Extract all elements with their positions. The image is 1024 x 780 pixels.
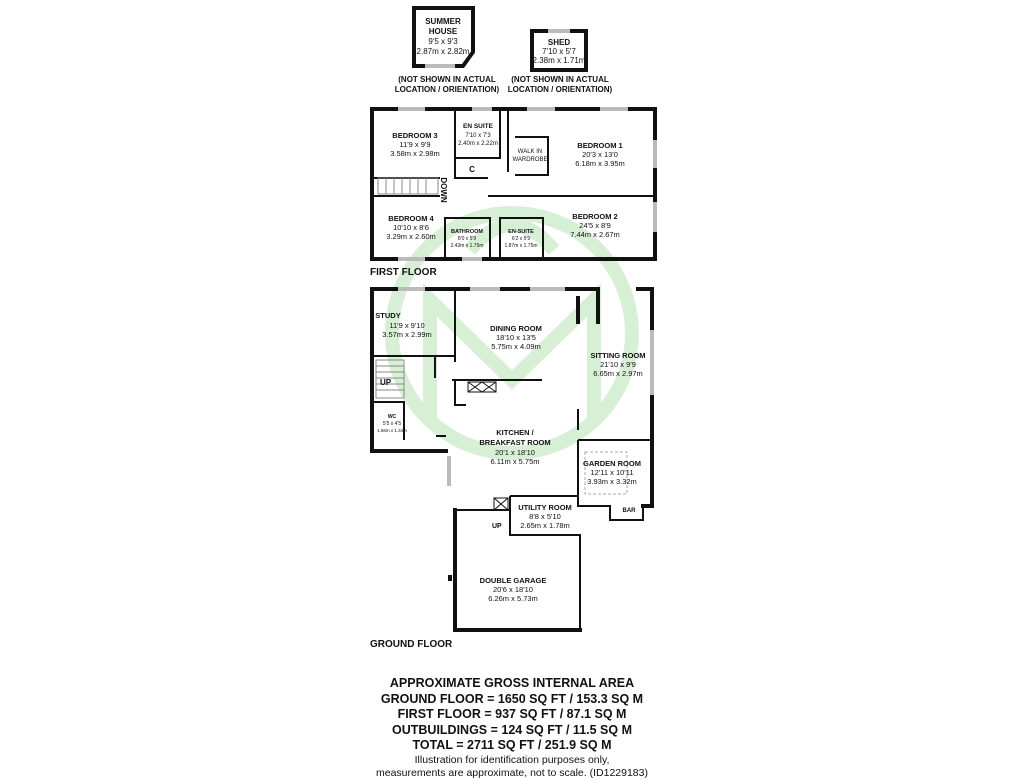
en-suite2-dim-imperial: 6'2 x 5'9 [511,236,531,242]
area-first-floor: FIRST FLOOR = 937 SQ FT / 87.1 SQ M [397,707,627,721]
disclaimer-line-1: Illustration for identification purposes only, [414,753,610,766]
disclaimer-line-2: measurements are approximate, not to scale. (ID1229183) [376,766,648,779]
first-floor-label: FIRST FLOOR [370,267,437,278]
en-suite-dim-metric: 2.40m x 2.22m [458,141,498,147]
shed-note-1: (NOT SHOWN IN ACTUAL [511,75,609,84]
bathroom-dim-imperial: 8'0 x 5'9 [457,236,477,242]
area-title: APPROXIMATE GROSS INTERNAL AREA [389,676,635,690]
bedroom3-dim-imperial: 11'9 x 9'9 [399,140,431,149]
sitting-dim-imperial: 21'10 x 9'9 [600,360,636,369]
bathroom-dim-metric: 2.43m x 1.75m [450,243,484,249]
bedroom3-dim-metric: 3.58m x 2.98m [390,149,440,158]
utility-name: UTILITY ROOM [518,503,572,512]
utility-dim-imperial: 8'8 x 5'10 [529,512,561,521]
bedroom2-dim-imperial: 24'5 x 8'9 [579,221,611,230]
area-ground-floor: GROUND FLOOR = 1650 SQ FT / 153.3 SQ M [380,691,644,706]
shed [532,31,586,70]
sitting-name: SITTING ROOM [590,351,646,360]
bar-label: BAR [622,508,636,514]
first-floor [372,109,655,259]
shed-dim-metric: 2.38m x 1.71m [532,56,586,65]
summer-house-dim-metric: 2.87m x 2.82m [416,47,470,56]
bedroom4-dim-metric: 3.29m x 2.60m [386,232,436,241]
sink-icon [494,498,508,510]
study-name: STUDY [375,311,401,320]
garage-dim-metric: 6.26m x 5.73m [488,594,538,603]
shed-dim-imperial: 7'10 x 5'7 [542,47,576,56]
bedroom1-dim-metric: 6.18m x 3.95m [575,159,625,168]
kitchen-name-2: BREAKFAST ROOM [479,438,551,447]
study-dim-metric: 3.57m x 2.99m [382,330,432,339]
bedroom3-name: BEDROOM 3 [392,131,438,140]
walk-in-name-2: WARDROBE [512,157,548,163]
en-suite-name: EN SUITE [463,123,493,130]
walk-in-name-1: WALK IN [517,149,543,155]
dining-dim-imperial: 18'10 x 13'5 [496,333,536,342]
first-floor-stairs [378,178,438,194]
bedroom1-dim-imperial: 20'3 x 13'0 [582,150,618,159]
utility-up-label: UP [492,523,502,530]
summer-house-note-1: (NOT SHOWN IN ACTUAL [398,75,496,84]
kitchen-name-1: KITCHEN / [496,428,534,437]
kitchen-dim-imperial: 20'1 x 18'10 [495,448,535,457]
wc-dim-metric: 1.66m x 1.34m [377,428,407,433]
bedroom2-name: BEDROOM 2 [572,212,618,221]
summer-house-name-1: SUMMER [425,17,461,26]
garden-name: GARDEN ROOM [583,459,641,468]
wc-name: WC [387,414,397,420]
ground-floor-up-label: UP [380,378,392,387]
garden-dim-imperial: 12'11 x 10'11 [590,468,634,477]
en-suite2-name: EN-SUITE [508,229,534,235]
utility-dim-metric: 2.65m x 1.78m [520,521,570,530]
garden-dim-metric: 3.93m x 3.32m [587,477,637,486]
dining-dim-metric: 5.75m x 4.09m [491,342,541,351]
garage-dim-imperial: 20'6 x 18'10 [493,585,533,594]
shed-name: SHED [547,38,571,47]
en-suite-dim-imperial: 7'10 x 7'3 [465,133,491,139]
area-total: TOTAL = 2711 SQ FT / 251.9 SQ M [412,738,612,752]
en-suite2-dim-metric: 1.87m x 1.75m [504,243,538,249]
wc-dim-imperial: 5'5 x 4'5 [382,421,402,427]
ground-floor-label: GROUND FLOOR [370,639,453,650]
summer-house-name-2: HOUSE [428,27,458,36]
bathroom-name: BATHROOM [451,229,483,235]
shed-note-2: LOCATION / ORIENTATION) [507,85,613,94]
dining-name: DINING ROOM [490,324,542,333]
bedroom4-name: BEDROOM 4 [388,214,434,223]
cupboard-label: C [469,165,475,174]
sitting-dim-metric: 6.65m x 2.97m [593,369,643,378]
area-outbuildings: OUTBUILDINGS = 124 SQ FT / 11.5 SQ M [392,722,632,737]
summer-house-note-2: LOCATION / ORIENTATION) [394,85,500,94]
hob-icon [468,382,496,392]
garage-name: DOUBLE GARAGE [479,576,547,585]
ground-floor [372,289,652,630]
area-summary [312,676,712,780]
bedroom2-dim-metric: 7.44m x 2.67m [570,230,620,239]
first-floor-down-label: DOWN [439,177,448,203]
kitchen-dim-metric: 6.11m x 5.75m [490,457,540,466]
summer-house-dim-imperial: 9'5 x 9'3 [428,37,458,46]
bedroom4-dim-imperial: 10'10 x 8'6 [393,223,429,232]
study-dim-imperial: 11'9 x 9'10 [389,321,425,330]
summer-house [414,8,473,66]
bedroom1-name: BEDROOM 1 [577,141,623,150]
